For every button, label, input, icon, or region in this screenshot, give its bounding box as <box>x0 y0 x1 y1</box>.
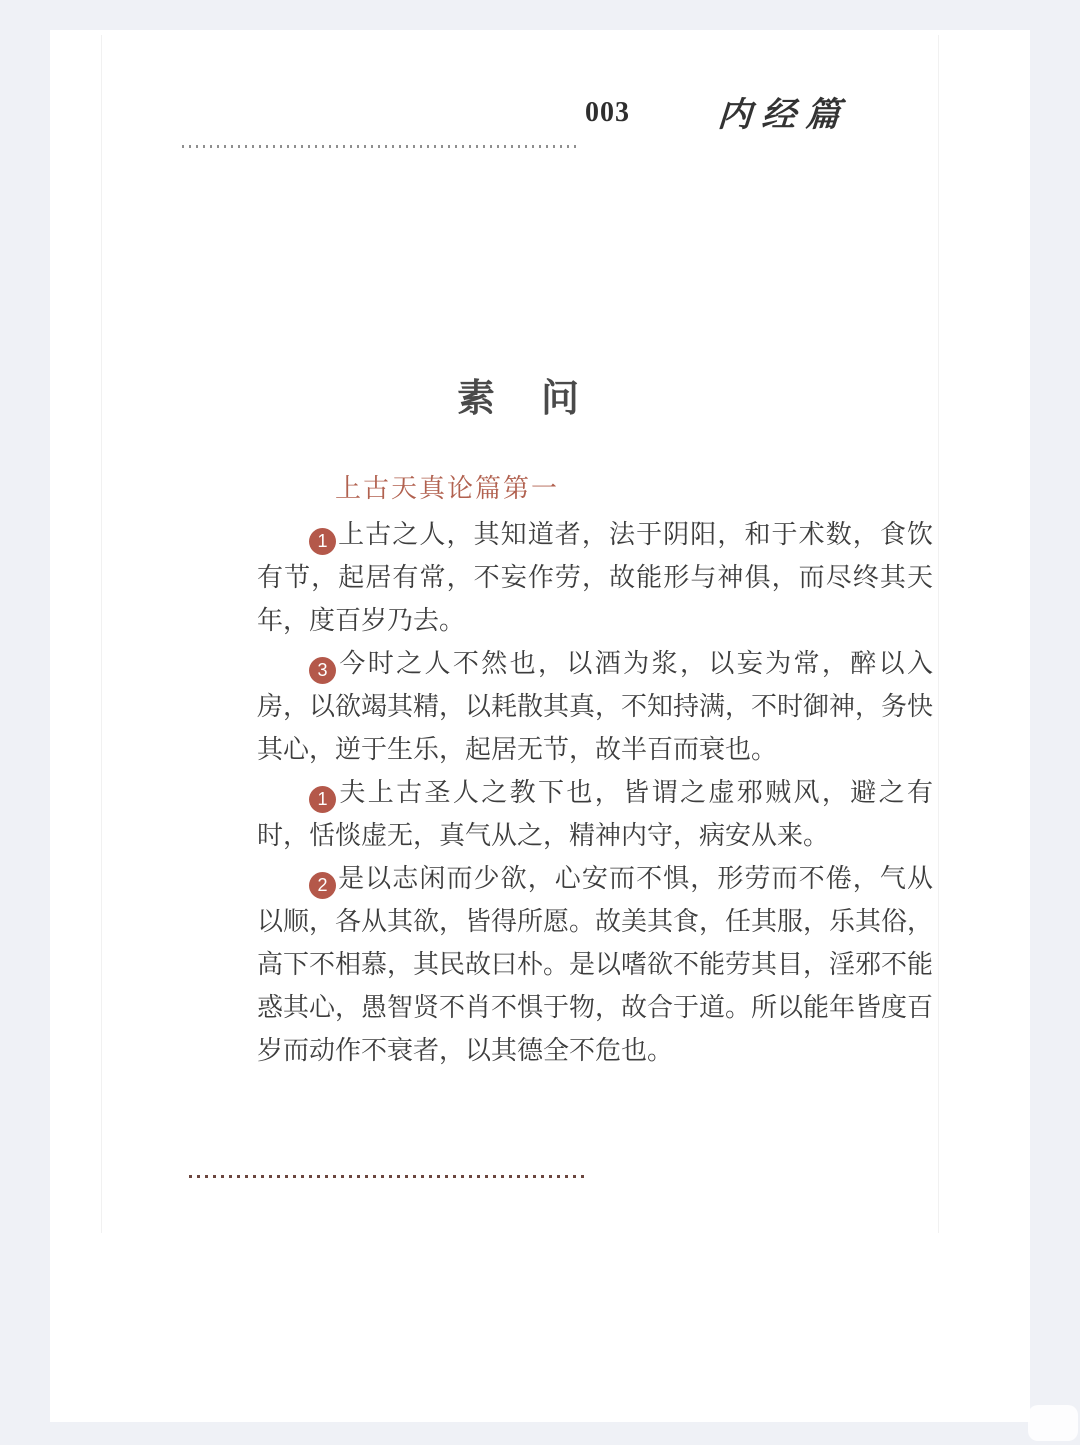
footer-dotted-line <box>189 1175 587 1178</box>
paragraph <box>257 513 933 642</box>
circled-number-icon: 1 <box>309 786 336 813</box>
scanned-page-area <box>101 35 939 1233</box>
paragraph-text: 是以志闲而少欲，心安而不惧，形劳而不倦，气从以顺，各从其欲，皆得所愿。故美其食，任其服，乐其俗，高下不相慕，其民故曰朴。是以嗜欲不能劳其目，淫邪不能惑其心，愚智贤不肖不惧于物，故合于道。所以能年皆度百岁而动作不衰者，以其德全不危也。 <box>257 864 934 1065</box>
circled-number-icon: 3 <box>309 657 336 684</box>
circled-number-icon: 2 <box>309 872 336 899</box>
paragraph <box>257 771 933 857</box>
paragraph-text: 上古之人，其知道者，法于阴阳，和于术数，食饮有节，起居有常，不妄作劳，故能形与神俱，而尽终其天年，度百岁乃去。 <box>257 520 933 635</box>
section-heading: 上古天真论篇第一 <box>335 474 560 503</box>
paragraph <box>257 642 933 771</box>
collection-title: 内经篇 <box>716 97 852 134</box>
paragraph <box>257 857 933 1072</box>
paragraph-text: 今时之人不然也，以酒为浆，以妄为常，醉以入房，以欲竭其精，以耗散其真，不知持满，不时御神，务快其心，逆于生乐，起居无节，故半百而衰也。 <box>257 649 934 764</box>
book-page <box>50 30 1030 1422</box>
circled-number-icon: 1 <box>309 528 336 555</box>
paragraph-text: 夫上古圣人之教下也，皆谓之虚邪贼风，避之有时，恬惔虚无，真气从之，精神内守，病安从来。 <box>257 778 933 850</box>
body-text <box>257 513 933 1072</box>
book-title: 素 问 <box>456 378 583 420</box>
floating-button-partial[interactable] <box>1028 1405 1078 1441</box>
header-dotted-line <box>182 145 580 148</box>
page-number: 003 <box>585 97 630 128</box>
